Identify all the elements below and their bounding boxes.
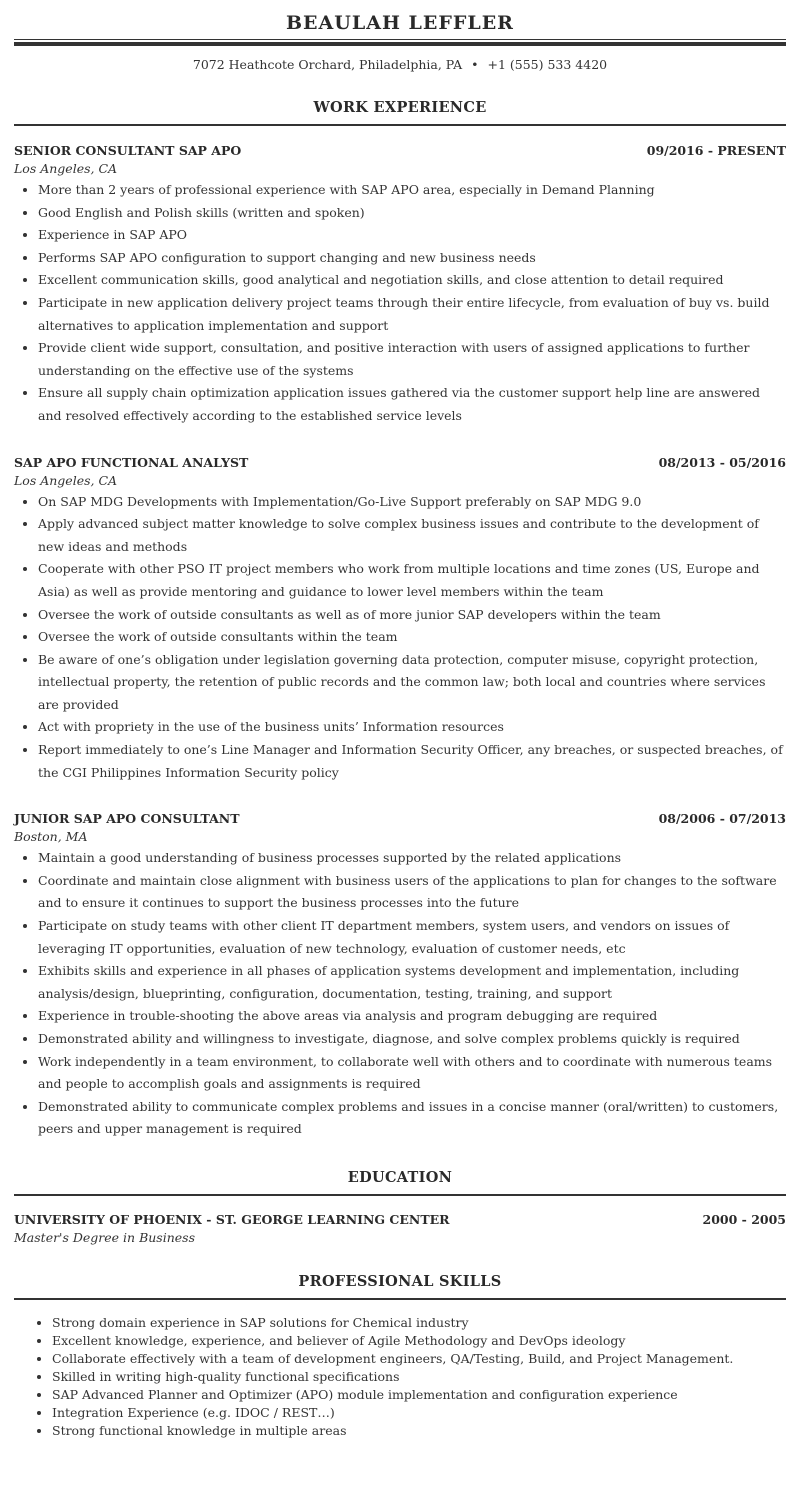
education-header (14, 1211, 786, 1229)
candidate-name: BEAULAH LEFFLER (286, 12, 514, 34)
section-divider (14, 1194, 786, 1196)
education-heading: EDUCATION (347, 1168, 453, 1186)
list-item: • Excellent communication skills, good analytical and negotiation skills, and close attention to detail required (38, 269, 786, 292)
phone: +1 (555) 533 4420 (487, 57, 608, 72)
education-dates: 2000 - 2005 (702, 1211, 786, 1227)
job-bullets (14, 179, 786, 428)
list-item: • SAP Advanced Planner and Optimizer (APO) module implementation and configuration experience (52, 1386, 786, 1404)
contact-line (14, 56, 786, 74)
section-divider (14, 1298, 786, 1300)
job-header (14, 810, 786, 828)
list-item: • Experience in SAP APO (38, 224, 786, 247)
job-entry (14, 454, 786, 785)
list-item: • Strong functional knowledge in multiple areas (52, 1422, 786, 1440)
job-location: Boston, MA (14, 829, 88, 845)
list-item: • Performs SAP APO configuration to support changing and new business needs (38, 247, 786, 270)
list-item: • Demonstrated ability and willingness to investigate, diagnose, and solve complex problems quickly is required (38, 1028, 786, 1051)
list-item: • Coordinate and maintain close alignment with business users of the applications to plan for changes to the software and to ensure it continues to support the business processes into the future (38, 870, 786, 915)
list-item: • Oversee the work of outside consultants within the team (38, 626, 786, 649)
job-entry (14, 142, 786, 428)
list-item: • Participate on study teams with other client IT department members, system users, and vendors on issues of leveraging IT opportunities, evaluation of new technology, evaluation of customer needs, etc (38, 915, 786, 960)
list-item: • Maintain a good understanding of business processes supported by the related applications (38, 847, 786, 870)
job-dates: 08/2013 - 05/2016 (658, 454, 786, 470)
job-header (14, 142, 786, 160)
list-item: • Participate in new application delivery project teams through their entire lifecycle, from evaluation of buy vs. build alternatives to application implementation and support (38, 292, 786, 337)
list-item: • Strong domain experience in SAP solutions for Chemical industry (52, 1314, 786, 1332)
job-entry (14, 810, 786, 1141)
list-item: • Work independently in a team environment, to collaborate well with others and to coordinate with numerous teams and people to accomplish goals and assignments is required (38, 1051, 786, 1096)
work-experience-heading: WORK EXPERIENCE (313, 99, 487, 116)
degree: Master's Degree in Business (14, 1229, 195, 1245)
list-item: • Excellent knowledge, experience, and believer of Agile Methodology and DevOps ideology (52, 1332, 786, 1350)
skills-list (14, 1314, 786, 1440)
list-item: • Integration Experience (e.g. IDOC / REST…) (52, 1404, 786, 1422)
list-item: • Oversee the work of outside consultants as well as of more junior SAP developers within the team (38, 604, 786, 627)
job-header (14, 454, 786, 472)
list-item: • Report immediately to one’s Line Manager and Information Security Officer, any breaches, or suspected breaches, of the CGI Philippines Information Security policy (38, 739, 786, 784)
job-dates: 09/2016 - PRESENT (646, 143, 786, 158)
job-title: JUNIOR SAP APO CONSULTANT (14, 811, 240, 827)
job-dates: 08/2006 - 07/2013 (658, 811, 786, 827)
resume-page (14, 0, 786, 1440)
education-entry (14, 1211, 786, 1246)
job-bullets (14, 847, 786, 1141)
list-item: • Apply advanced subject matter knowledge to solve complex business issues and contribute to the development of new ideas and methods (38, 513, 786, 558)
list-item: • Be aware of one’s obligation under legislation governing data protection, computer misuse, copyright protection, intellectual property, the retention of public records and the common law; both local and countries where services are provided (38, 649, 786, 717)
list-item: • Cooperate with other PSO IT project members who work from multiple locations and time zones (US, Europe and Asia) as well as provide mentoring and guidance to lower level members within the team (38, 558, 786, 603)
skills-heading: PROFESSIONAL SKILLS (298, 1272, 502, 1290)
job-title: SENIOR CONSULTANT SAP APO (14, 143, 242, 158)
skills-section (14, 1273, 786, 1440)
school-name: UNIVERSITY OF PHOENIX - ST. GEORGE LEARNING CENTER (14, 1211, 450, 1227)
job-location: Los Angeles, CA (14, 472, 118, 488)
list-item: • More than 2 years of professional experience with SAP APO area, especially in Demand Planning (38, 179, 786, 202)
list-item: • Act with propriety in the use of the business units’ Information resources (38, 716, 786, 739)
address: 7072 Heathcote Orchard, Philadelphia, PA (192, 57, 463, 72)
list-item: • Experience in trouble-shooting the above areas via analysis and program debugging are required (38, 1005, 786, 1028)
list-item: • Skilled in writing high-quality functional specifications (52, 1368, 786, 1386)
job-title: SAP APO FUNCTIONAL ANALYST (14, 454, 249, 470)
header-divider (14, 39, 786, 46)
list-item: • Demonstrated ability to communicate complex problems and issues in a concise manner (oral/written) to customers, peers and upper management is required (38, 1096, 786, 1141)
list-item: • Exhibits skills and experience in all phases of application systems development and implementation, including analysis/design, blueprinting, configuration, documentation, testing, training, and support (38, 960, 786, 1005)
contact-separator: • (471, 57, 479, 72)
list-item: • Provide client wide support, consultation, and positive interaction with users of assigned applications to further understanding on the effective use of the systems (38, 337, 786, 382)
list-item: • Ensure all supply chain optimization application issues gathered via the customer support help line are answered and resolved effectively according to the established service levels (38, 382, 786, 427)
list-item: • On SAP MDG Developments with Implementation/Go-Live Support preferably on SAP MDG 9.0 (38, 491, 786, 514)
job-bullets (14, 491, 786, 785)
section-divider (14, 124, 786, 126)
list-item: • Collaborate effectively with a team of development engineers, QA/Testing, Build, and Project Management. (52, 1350, 786, 1368)
job-location: Los Angeles, CA (14, 161, 118, 176)
education-section (14, 1169, 786, 1246)
work-experience-section (14, 99, 786, 1141)
list-item: • Good English and Polish skills (written and spoken) (38, 202, 786, 225)
